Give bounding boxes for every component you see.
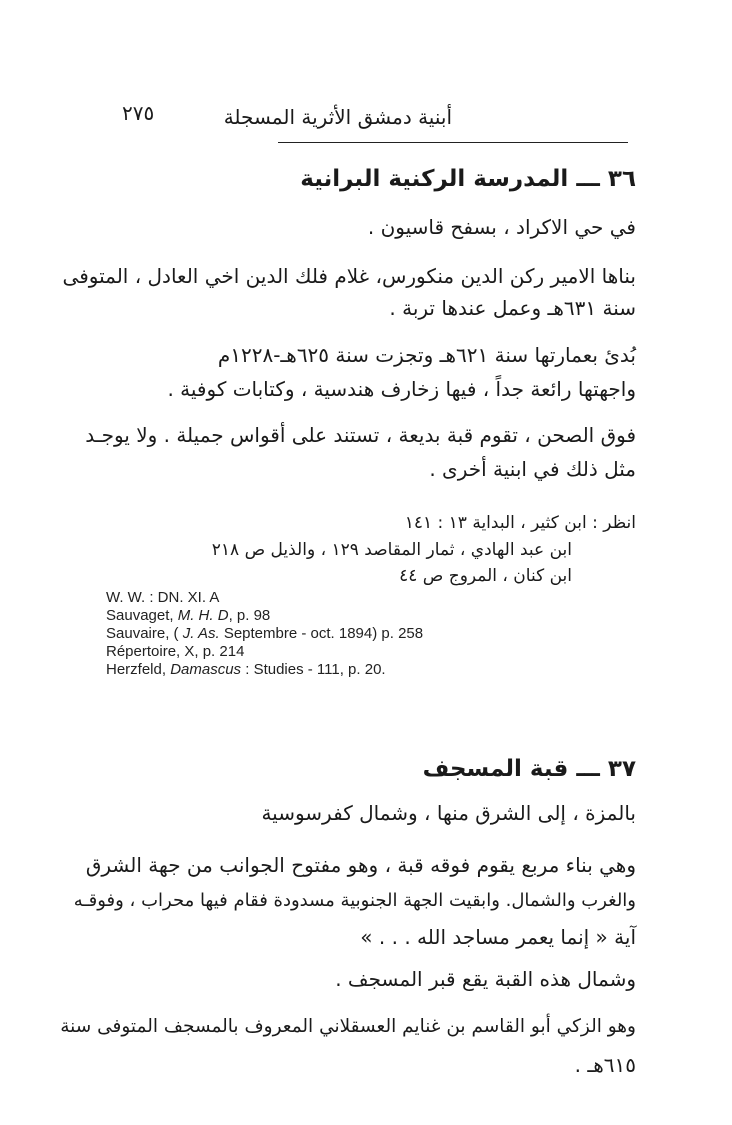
section-37-para1-line3: آية « إنما يعمر مساجد الله . . . »	[360, 925, 636, 949]
section-36-ref-ar-1: انظر : ابن كثير ، البداية ١٣ : ١٤١	[404, 513, 636, 533]
section-36-para4-line1: فوق الصحن ، تقوم قبة بديعة ، تستند على أقواس جميلة . ولا يوجـد	[85, 423, 636, 447]
ref-herzfeld-title: Damascus	[170, 661, 242, 678]
ref-sauvaire-author: Sauvaire, (	[106, 625, 183, 642]
section-37-para1-line1: وهي بناء مربع يقوم فوقه قبة ، وهو مفتوح الجوانب من جهة الشرق	[85, 853, 636, 877]
ref-herzfeld-page: : Studies - 111, p. 20.	[241, 661, 386, 678]
section-37-para3-line1: وهو الزكي أبو القاسم بن غنايم العسقلاني المعروف بالمسجف المتوفى سنة	[60, 1016, 636, 1037]
section-37-para1-line2: والغرب والشمال. وابقيت الجهة الجنوبية مسدودة فقام فيها محراب ، وفوقـه	[73, 890, 636, 911]
section-37-heading: ٣٧ ـــ قبة المسجف	[422, 756, 636, 782]
section-36-ref-lat-sauvaire	[106, 625, 423, 643]
section-36-ref-lat-ww: W. W. : DN. XI. A	[106, 589, 220, 606]
section-36-ref-ar-3: ابن كنان ، المروج ص ٤٤	[399, 566, 572, 586]
section-36-location: في حي الاكراد ، بسفح قاسيون .	[367, 215, 636, 239]
header-rule	[278, 142, 628, 143]
section-36-heading: ٣٦ ـــ المدرسة الركنية البرانية	[300, 166, 636, 192]
section-36-para2: بُدئ بعمارتها سنة ٦٢١هـ وتجزت سنة ٦٢٥هـ-١٢٢٨م	[217, 343, 636, 367]
section-36-para1-line2: سنة ٦٣١هـ وعمل عندها تربة .	[389, 296, 636, 320]
section-36-para4-line2: مثل ذلك في ابنية أخرى .	[429, 457, 636, 481]
page-number: ٢٧٥	[122, 101, 155, 125]
section-37-para2: وشمال هذه القبة يقع قبر المسجف .	[335, 967, 636, 991]
ref-sauvaget-page: , p. 98	[228, 607, 271, 624]
section-36-para3: واجهتها رائعة جداً ، فيها زخارف هندسية ، وكتابات كوفية .	[167, 377, 636, 401]
ref-herzfeld-author: Herzfeld,	[106, 661, 171, 678]
section-37-para3-line2: ٦١٥هـ .	[574, 1053, 636, 1077]
ref-sauvaire-journal: J. As.	[182, 625, 220, 642]
section-36-ref-lat-herzfeld	[106, 661, 386, 679]
section-36-ref-ar-2: ابن عبد الهادي ، ثمار المقاصد ١٢٩ ، والذيل ص ٢١٨	[211, 540, 572, 560]
ref-sauvaget-author: Sauvaget,	[106, 607, 178, 624]
section-37-location: بالمزة ، إلى الشرق منها ، وشمال كفرسوسية	[261, 801, 636, 825]
section-36-ref-lat-sauvaget	[106, 607, 270, 625]
ref-sauvaget-title: M. H. D	[177, 607, 229, 624]
ref-sauvaire-page: Septembre - oct. 1894) p. 258	[219, 625, 424, 642]
section-36-para1-line1: بناها الامير ركن الدين منكورس، غلام فلك الدين اخي العادل ، المتوفى	[62, 264, 636, 288]
section-36-ref-lat-repertoire: Répertoire, X, p. 214	[106, 643, 245, 660]
running-title: أبنية دمشق الأثرية المسجلة	[223, 105, 452, 129]
